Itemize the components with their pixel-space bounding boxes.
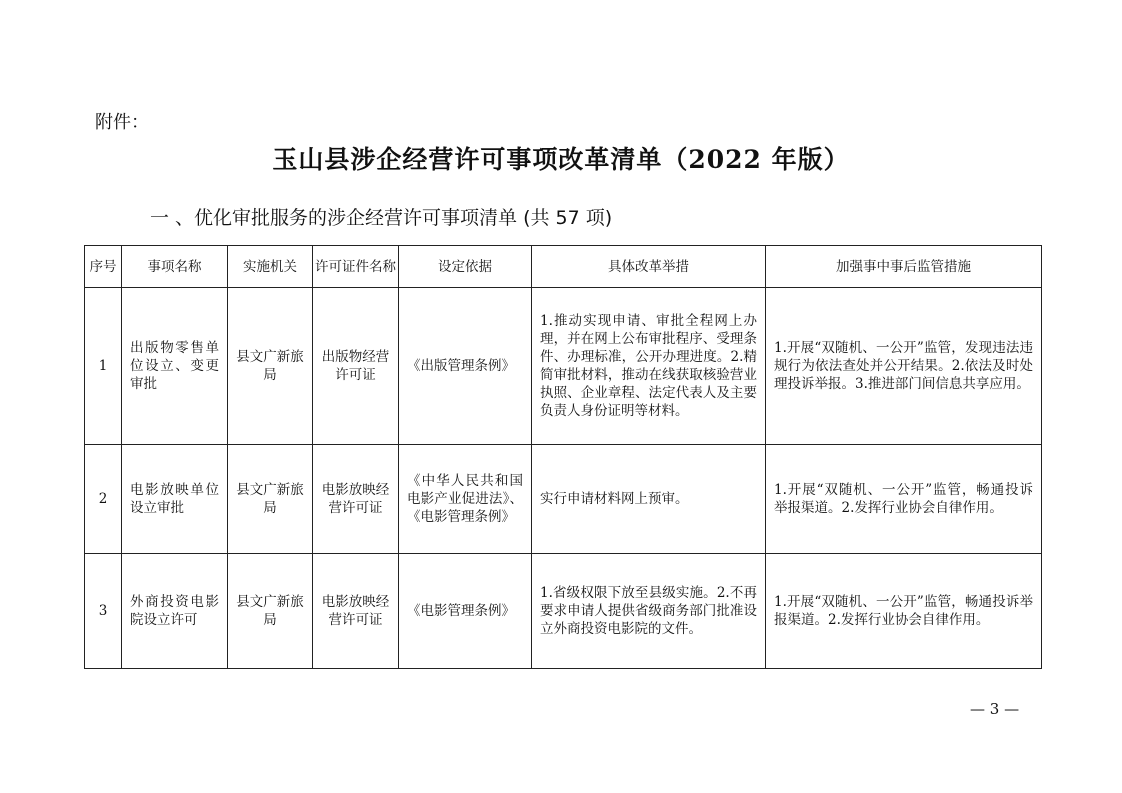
header-agency: 实施机关 xyxy=(228,246,313,288)
cell-no: 1 xyxy=(85,288,122,445)
header-license: 许可证件名称 xyxy=(313,246,399,288)
cell-supervision: 1.开展“双随机、一公开”监管，畅通投诉 举报渠道。2.发挥行业协会自律作用。 xyxy=(766,445,1042,554)
section-title: 一 、优化审批服务的涉企经营许可事项清单 (共 57 项) xyxy=(150,207,613,229)
cell-supervision: 1.开展“双随机、一公开”监管，畅通投诉举报渠道。2.发挥行业协会自律作用。 xyxy=(766,554,1042,669)
header-reform: 具体改革举措 xyxy=(532,246,766,288)
document-title: 玉山县涉企经营许可事项改革清单（2022 年版） xyxy=(272,145,850,174)
cell-item: 电影放映单位设立审批 xyxy=(122,445,228,554)
page-number: — 3 — xyxy=(970,700,1020,718)
header-supervision: 加强事中事后监管措施 xyxy=(766,246,1042,288)
cell-agency: 县文广新旅局 xyxy=(228,445,313,554)
cell-item: 外商投资电影院设立许可 xyxy=(122,554,228,669)
permit-table xyxy=(84,245,1042,669)
header-item: 事项名称 xyxy=(122,246,228,288)
cell-supervision: 1.开展“双随机、一公开”监管，发现违法违规行为依法查处并公开结果。2.依法及时处理投诉举报。3.推进部门间信息共享应用。 xyxy=(766,288,1042,445)
cell-no: 3 xyxy=(85,554,122,669)
cell-reform: 1.省级权限下放至县级实施。2.不再要求申请人提供省级商务部门批准设立外商投资电影院的文件。 xyxy=(532,554,766,669)
cell-basis: 《电影管理条例》 xyxy=(399,554,532,669)
cell-basis: 《出版管理条例》 xyxy=(399,288,532,445)
cell-no: 2 xyxy=(85,445,122,554)
cell-agency: 县文广新旅局 xyxy=(228,554,313,669)
table-row xyxy=(85,554,1042,669)
cell-reform: 实行申请材料网上预审。 xyxy=(532,445,766,554)
cell-basis: 《中华人民共和国电影产业促进法》、《电影管理条例》 xyxy=(399,445,532,554)
table-header-row xyxy=(85,246,1042,288)
attachment-label: 附件： xyxy=(95,112,149,133)
cell-reform: 1.推动实现申请、审批全程网上办理，并在网上公布审批程序、受理条件、办理标准，公开办理进度。2.精简审批材料，推动在线获取核验营业执照、企业章程、法定代表人及主要负责人身份证明等材料。 xyxy=(532,288,766,445)
cell-license: 出版物经营许可证 xyxy=(313,288,399,445)
table-row xyxy=(85,288,1042,445)
table-row xyxy=(85,445,1042,554)
cell-item: 出版物零售单位设立、变更审批 xyxy=(122,288,228,445)
header-no: 序号 xyxy=(85,246,122,288)
cell-agency: 县文广新旅局 xyxy=(228,288,313,445)
header-basis: 设定依据 xyxy=(399,246,532,288)
cell-license: 电影放映经营许可证 xyxy=(313,445,399,554)
cell-license: 电影放映经营许可证 xyxy=(313,554,399,669)
